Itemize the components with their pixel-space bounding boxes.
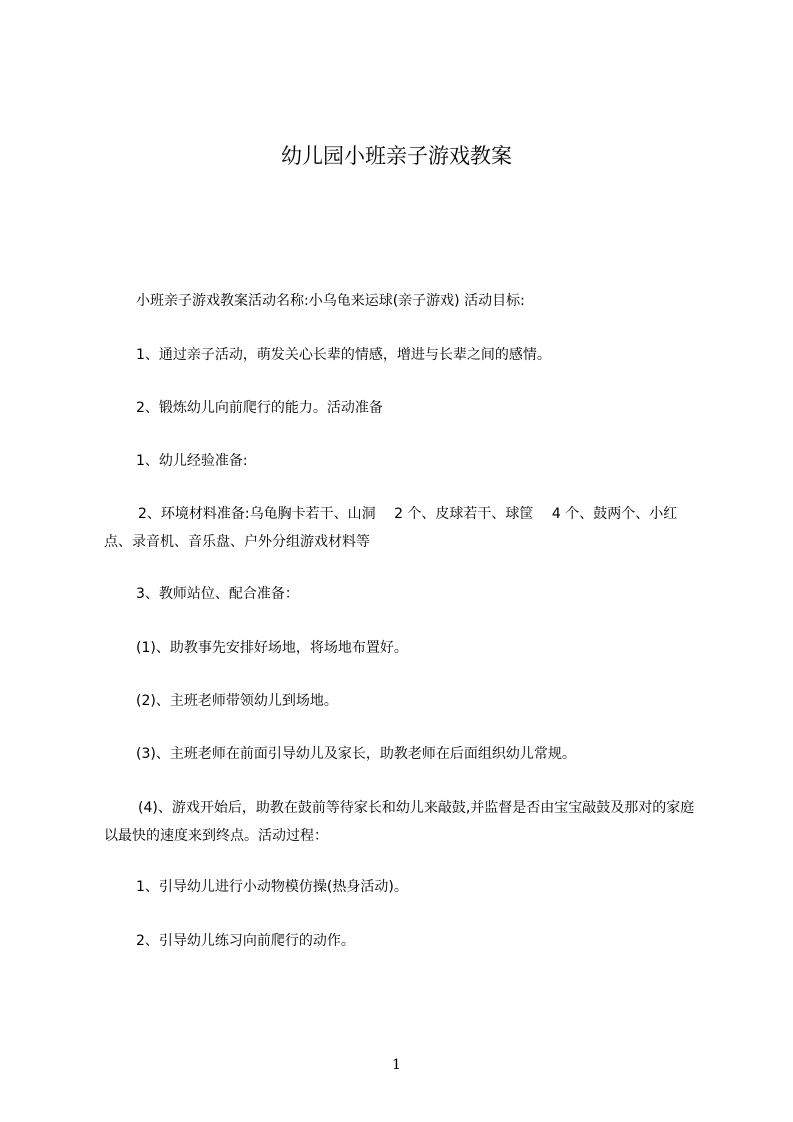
paragraph: 1、引导幼儿进行小动物模仿操(热身活动)。: [136, 879, 408, 895]
paragraph: (2)、主班老师带领幼儿到场地。: [136, 693, 338, 709]
paragraph: (3)、主班老师在前面引导幼儿及家长，助教老师在后面组织幼儿常规。: [136, 746, 576, 762]
page-number: 1: [392, 1057, 401, 1073]
paragraph: 1、通过亲子活动，萌发关心长辈的情感，增进与长辈之间的感情。: [136, 347, 551, 363]
paragraph: 小班亲子游戏教案活动名称:小乌龟来运球(亲子游戏) 活动目标:: [136, 293, 525, 309]
document-title: 幼儿园小班亲子游戏教案: [281, 144, 512, 168]
paragraph: (1)、助教事先安排好场地，将场地布置好。: [136, 640, 408, 656]
paragraph: 3、教师站位、配合准备：: [136, 586, 299, 602]
paragraph: 1、幼儿经验准备:: [136, 453, 248, 469]
paragraph: 2、引导幼儿练习向前爬行的动作。: [136, 933, 355, 949]
paragraph: 2、锻炼幼儿向前爬行的能力。活动准备: [136, 400, 383, 416]
paragraph: 2、环境材料准备:乌龟胸卡若干、山洞 2 个、皮球若干、球筐 4 个、鼓两个、小红点、录音机、音乐盘、户外分组游戏材料等: [104, 506, 678, 550]
paragraph: (4)、游戏开始后，助教在鼓前等待家长和幼儿来敲鼓,并监督是否由宝宝敲鼓及那对的家庭以最快的速度来到终点。活动过程：: [104, 800, 695, 844]
